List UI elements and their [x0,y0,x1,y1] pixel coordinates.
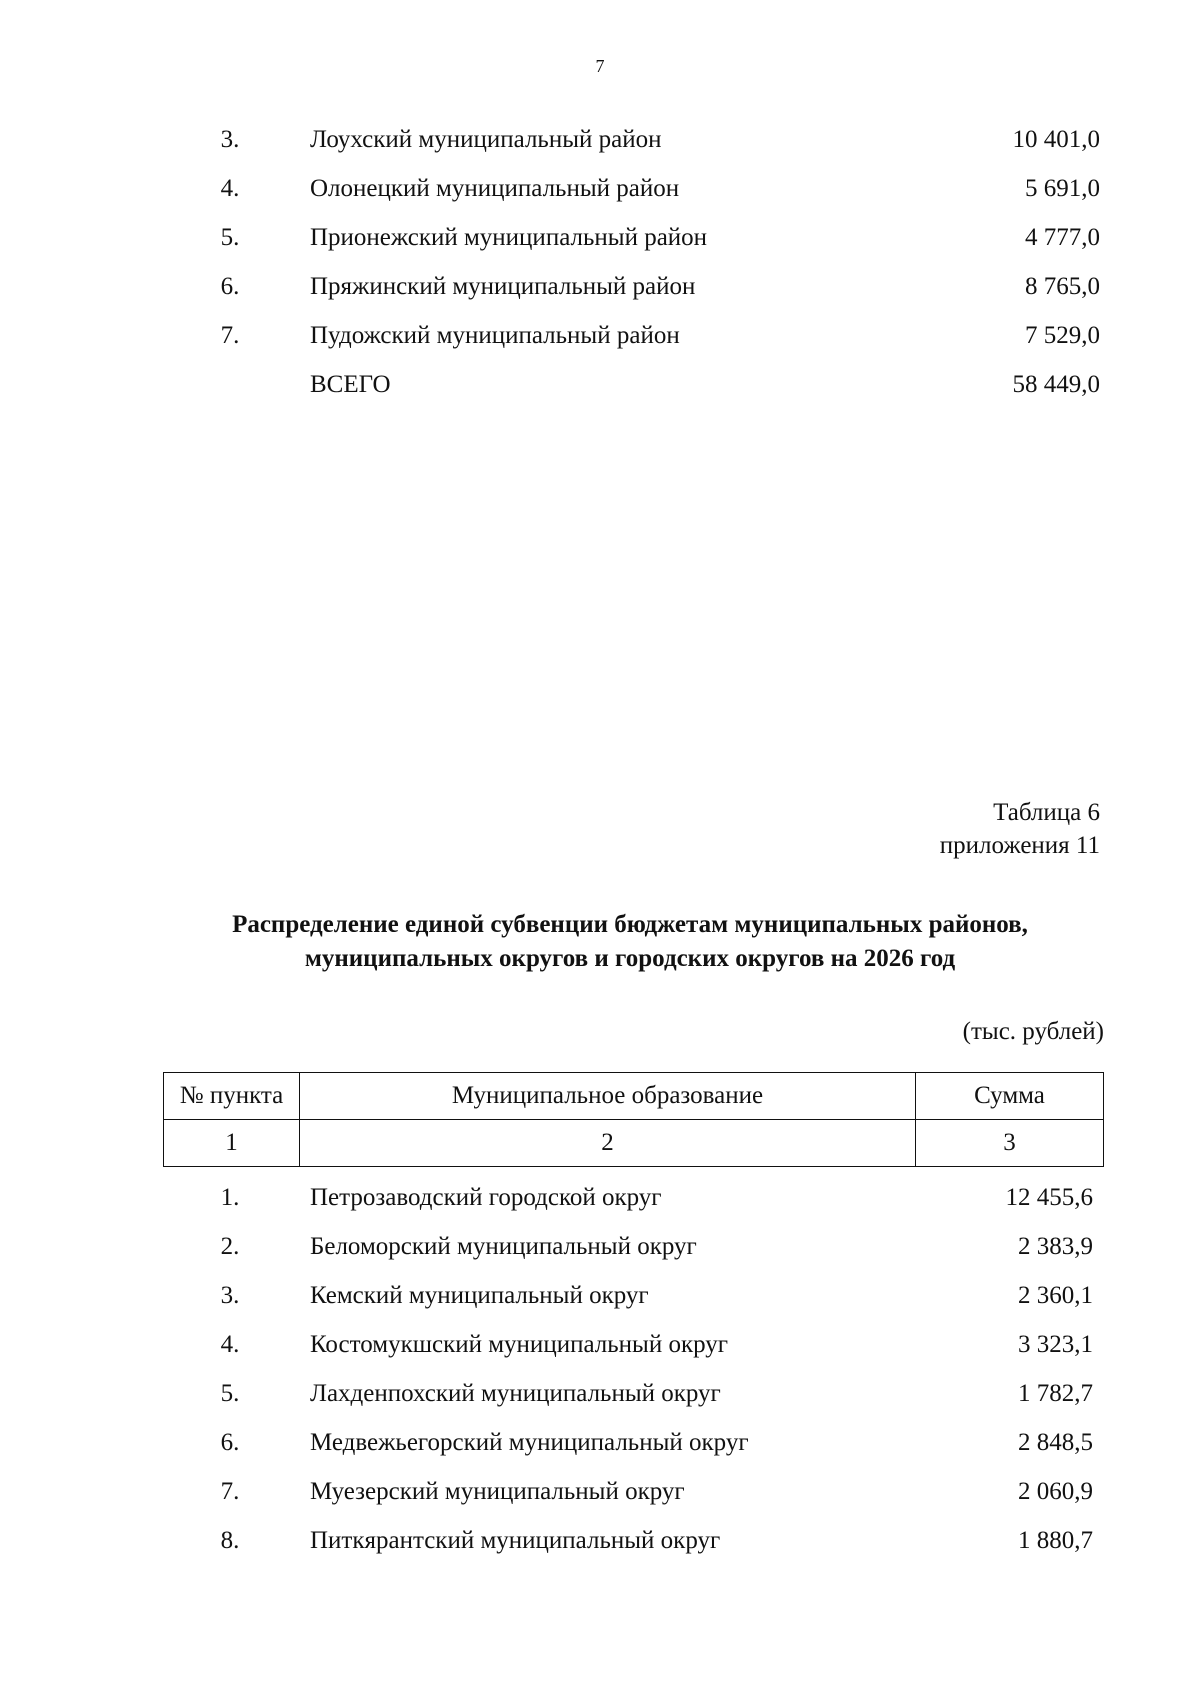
table-row [0,1428,1200,1458]
page-number: 7 [595,56,605,76]
table-row [0,1477,1200,1507]
amount: 1 880,7 [1018,1527,1093,1554]
row-number: 3. [220,1282,240,1309]
column-number-row [164,1120,1104,1167]
header-sum: Сумма [916,1073,1104,1120]
municipality-name: Пудожский муниципальный район [310,322,680,349]
column-number-3: 3 [916,1120,1104,1167]
header-number: № пункта [164,1073,300,1120]
amount: 2 848,5 [1018,1429,1093,1456]
municipality-name: Костомукшский муниципальный округ [310,1331,729,1358]
row-number: 4. [220,1331,240,1358]
list-row [0,174,1200,204]
municipality-name: Медвежьегорский муниципальный округ [310,1429,749,1456]
row-number: 6. [220,1429,240,1456]
total-row [0,370,1200,400]
table-row [0,1281,1200,1311]
column-number-1: 1 [164,1120,300,1167]
table-row [0,1379,1200,1409]
municipality-name: Пряжинский муниципальный район [310,273,696,300]
municipality-name: Кемский муниципальный округ [310,1282,649,1309]
municipality-name: Беломорский муниципальный округ [310,1233,697,1260]
amount: 1 782,7 [1018,1380,1093,1407]
amount: 12 455,6 [1005,1184,1093,1211]
total-label: ВСЕГО [310,371,391,398]
amount: 7 529,0 [1025,322,1100,349]
list-row [0,272,1200,302]
amount: 4 777,0 [1025,224,1100,251]
table-title-line-2: муниципальных округов и городских округов на 2026 год [304,945,956,972]
list-row [0,321,1200,351]
units-label: (тыс. рублей) [962,1018,1104,1045]
municipality-name: Муезерский муниципальный округ [310,1478,685,1505]
row-number: 1. [220,1184,240,1211]
amount: 2 383,9 [1018,1233,1093,1260]
table-row [0,1330,1200,1360]
table-caption-appendix: приложения 11 [939,832,1100,859]
amount: 5 691,0 [1025,175,1100,202]
amount: 10 401,0 [1012,126,1100,153]
row-number: 8. [220,1527,240,1554]
row-number: 5. [220,1380,240,1407]
municipality-name: Петрозаводский городской округ [310,1184,662,1211]
header-row [164,1073,1104,1120]
row-number: 3. [220,126,240,153]
table-title-line-1: Распределение единой субвенции бюджетам муниципальных районов, [232,911,1028,938]
amount: 3 323,1 [1018,1331,1093,1358]
municipality-name: Питкярантский муниципальный округ [310,1527,721,1554]
municipality-name: Олонецкий муниципальный район [310,175,680,202]
column-number-2: 2 [300,1120,916,1167]
header-municipality: Муниципальное образование [300,1073,916,1120]
row-number: 2. [220,1233,240,1260]
municipality-name: Прионежский муниципальный район [310,224,708,251]
table-caption-number: Таблица 6 [993,799,1100,826]
list-row [0,223,1200,253]
amount: 2 060,9 [1018,1478,1093,1505]
row-number: 5. [220,224,240,251]
list-row [0,125,1200,155]
table-header [163,1072,1104,1167]
table-row [0,1232,1200,1262]
row-number: 7. [220,322,240,349]
row-number: 7. [220,1478,240,1505]
row-number: 6. [220,273,240,300]
total-amount: 58 449,0 [1012,371,1100,398]
row-number: 4. [220,175,240,202]
amount: 8 765,0 [1025,273,1100,300]
municipality-name: Лахденпохский муниципальный округ [310,1380,721,1407]
amount: 2 360,1 [1018,1282,1093,1309]
municipality-name: Лоухский муниципальный район [310,126,662,153]
table-row [0,1526,1200,1556]
table-row [0,1183,1200,1213]
